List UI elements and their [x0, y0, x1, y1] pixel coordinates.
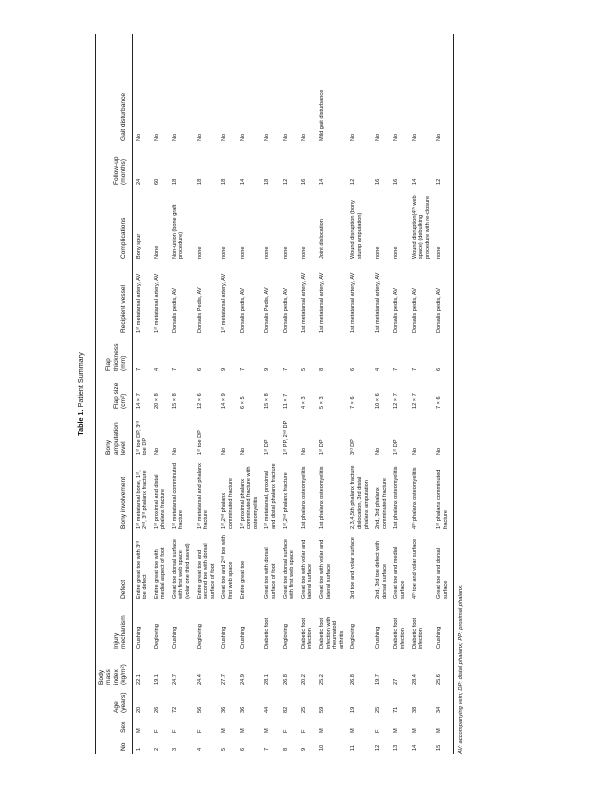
table-cell: 5 × 3 [318, 396, 325, 409]
table-cell: 3ʳᵈ DP [350, 439, 357, 455]
table-cell: 4 [375, 367, 382, 371]
col-header: Injury mechanism [96, 602, 133, 652]
table-cell: 7 [411, 367, 418, 371]
table-cell: No [221, 447, 228, 455]
table-cell: 1ˢᵗ metatarsal artery, AV [221, 273, 228, 333]
col-header: Complications [96, 188, 133, 262]
table-cell: 12 [375, 744, 382, 751]
table-cell: Joint dislocation [318, 219, 325, 259]
table-row [372, 34, 390, 754]
col-header: Gait disturbance [96, 34, 133, 144]
table-cell: 7 × 6 [350, 396, 357, 409]
col-header: Bony involvement [96, 458, 133, 532]
table-cell: F [196, 729, 203, 733]
table-cell: 28.1 [264, 674, 271, 685]
table-cell: 1ˢᵗ DP [264, 439, 271, 455]
table-cell: 15 [433, 736, 454, 754]
table-cell: Diabetic foot infection with rheumatoid arthritis [318, 616, 345, 649]
table-cell: No [171, 447, 178, 455]
table-cell: No [221, 133, 228, 141]
table-cell: 6 [239, 747, 246, 751]
table-cell: Great toe and 2ⁿᵈ toe with first web space [221, 535, 235, 599]
table-cell: Wound disruption(4ᵗʰ web space) (debulking procedure with re-closure [411, 195, 431, 259]
table-cell: 9 [300, 747, 307, 751]
table-cell: 25.6 [433, 652, 454, 688]
table-cell: No [135, 133, 142, 141]
table-cell: Crushing [135, 626, 142, 649]
table-cell: 6 × 5 [239, 396, 246, 409]
table-cell: Non-union (bone graft procedure) [171, 204, 185, 259]
table-cell: 1ˢᵗ DP [318, 439, 325, 455]
table-cell: 14 [411, 178, 418, 185]
table-cell: 14 [318, 178, 325, 185]
table-cell: F [171, 729, 178, 733]
table-cell: 1ˢᵗ metatarsal artery, AV [135, 273, 142, 333]
table-cell: 3rd toe and volar surface [350, 537, 357, 599]
table-cell: 38 [411, 706, 418, 713]
table-cell: 1ˢᵗ,2ⁿᵈ phalanx fracture [282, 472, 289, 529]
table-cell: 26.8 [350, 674, 357, 685]
table-cell: 16 [393, 178, 400, 185]
table-cell: 25.2 [318, 674, 325, 685]
table-cell: 1st phalanx osteomyelitis [300, 466, 307, 529]
table-cell: 12 × 7 [411, 393, 418, 409]
table-cell: 12 × 6 [196, 393, 203, 409]
table-body [132, 34, 454, 754]
table-cell: none [221, 246, 228, 259]
table-caption [76, 34, 85, 754]
table-cell: 6 [196, 367, 203, 371]
table-cell: Diabetic foot infection [411, 617, 425, 649]
table-cell: 20 [135, 706, 142, 713]
table-cell: No [300, 447, 307, 455]
table-cell: 3 [171, 747, 178, 751]
table-cell: 10 [318, 744, 325, 751]
table-cell: 6 [433, 336, 454, 374]
table-cell: Crushing [239, 626, 246, 649]
table-cell: 56 [196, 706, 203, 713]
table-cell: 16 [375, 178, 382, 185]
table-cell: 25 [375, 706, 382, 713]
table-row [316, 34, 347, 754]
table-cell: No [171, 133, 178, 141]
table-caption-text: Patient Summary [76, 352, 85, 408]
table-cell: 15 × 8 [264, 393, 271, 409]
table-cell: F [282, 729, 289, 733]
table-cell: 18 [196, 178, 203, 185]
table-cell: 4 [196, 747, 203, 751]
table-cell: 1ˢᵗ proximal and distal phalanx fracture [153, 474, 167, 529]
table-cell: No [433, 34, 454, 144]
table-caption-label: Table 1. [76, 409, 85, 436]
table-cell: 24.9 [239, 674, 246, 685]
table-cell: Entire great toe with medial aspect of foot [153, 547, 167, 599]
table-cell: 22.1 [135, 674, 142, 685]
table-cell: Crushing [375, 626, 382, 649]
table-row [132, 34, 151, 754]
table-row [169, 34, 194, 754]
table-cell: Entire great toe [239, 560, 246, 599]
table-cell: No [411, 447, 418, 455]
table-cell: 7 [239, 367, 246, 371]
table-cell: 7 [264, 747, 271, 751]
table-cell: Entire great toe and second toe with dorsal surface of foot [196, 543, 216, 599]
table-cell: none [393, 246, 400, 259]
table-cell: Diabetic foot [264, 617, 271, 649]
table-cell: No [239, 447, 246, 455]
table-cell: 7 [171, 367, 178, 371]
table-cell: 6 [350, 367, 357, 371]
table-cell: 12 [282, 178, 289, 185]
col-header: Body mass index (kg/m²) [96, 652, 133, 688]
table-cell: 1ˢᵗ proximal phalanx comminuted fracture with osteomyelitis [239, 466, 259, 529]
table-cell: 1 [135, 747, 142, 751]
table-cell: M [239, 728, 246, 733]
table-cell: Great toe dorsal surface with first web space (volar one third saved) [171, 538, 192, 599]
table-cell: 2nd, 3rd toe defect with dorsal surface [375, 540, 388, 599]
col-header: Flap thickness (mm) [96, 336, 133, 374]
table-cell: 1ˢᵗ phalanx comminuted fracture [433, 458, 454, 532]
table-cell: F [375, 729, 382, 733]
table-cell: M [393, 728, 400, 733]
table-cell: 4 × 3 [300, 396, 307, 409]
table-cell: 7 [393, 367, 400, 371]
table-row [347, 34, 372, 754]
table-cell: M [318, 728, 325, 733]
table-cell: 1ˢᵗ metatarsal bone, 1ˢᵗ, 2ⁿᵈ, 3ʳᵈ phalanx fracture [135, 470, 149, 529]
table-cell: No [282, 133, 289, 141]
table-row [409, 34, 434, 754]
table-cell: 12 [350, 178, 357, 185]
table-cell: Dorsalis pedis, AV [171, 288, 178, 333]
table-cell: 2nd, 3rd phalanx comminuted fracture [375, 478, 388, 529]
table-cell: 1st metatarsal artery, AV [375, 272, 382, 333]
table-cell: 19.1 [153, 674, 160, 685]
table-cell: none [375, 246, 382, 259]
table-cell: none [264, 246, 271, 259]
table-cell: Diabetic foot infection [300, 617, 314, 649]
table-cell: 1ˢᵗ metatarsal artery, AV [153, 273, 160, 333]
table-cell: 7 × 6 [433, 374, 454, 412]
table-cell: Great toe with volar and lateral surface [300, 539, 314, 599]
col-header: Flap size (cm²) [96, 374, 133, 412]
table-cell: 11 × 7 [282, 393, 289, 409]
table-cell: Great toe and dorsal surface [433, 532, 454, 602]
table-cell: No [153, 447, 160, 455]
table-cell: No [375, 133, 382, 141]
table-cell: 14 [239, 178, 246, 185]
table-row [218, 34, 236, 754]
table-cell: Degloving [196, 624, 203, 649]
table-cell: 60 [153, 178, 160, 185]
table-row [390, 34, 408, 754]
table-cell: 7 [282, 367, 289, 371]
table-cell: 24 [135, 178, 142, 185]
table-cell: Diabetic foot infection [393, 617, 406, 649]
table-cell: No [350, 133, 357, 141]
table-cell: F [300, 729, 307, 733]
table-cell: 82 [282, 706, 289, 713]
table-cell: Dorsalis pedis, AV [411, 288, 418, 333]
table-cell: 5 [300, 367, 307, 371]
table-cell: Great toe with volar and lateral surface [318, 539, 332, 599]
table-cell: 25 [300, 706, 307, 713]
table-cell: 1ˢᵗ toe DP, 3ʳᵈ toe DP [135, 421, 149, 455]
table-cell: 20 × 8 [153, 393, 160, 409]
table-row [298, 34, 316, 754]
table-cell: No [153, 133, 160, 141]
table-cell: 36 [221, 706, 228, 713]
table-cell: none [239, 246, 246, 259]
table-cell: 1ˢᵗ metatarsal, proximal and distal phalanx fracture [264, 463, 277, 529]
table-cell: No [433, 412, 454, 458]
table-cell: 14 × 7 [135, 393, 142, 409]
col-header: Follow-up (months) [96, 144, 133, 188]
table-cell: 1ˢᵗ PP, 2ⁿᵈ DP [282, 420, 289, 455]
table-cell: none [196, 246, 203, 259]
table-cell: Degloving [350, 624, 357, 649]
table-cell: 11 [350, 745, 357, 751]
table-cell: 28.4 [411, 674, 418, 685]
table-cell: 26.8 [282, 674, 289, 685]
table-cell: Wound disruption (bony stump amputation) [350, 200, 363, 259]
table-cell: 72 [171, 706, 178, 713]
table-cell: 26 [153, 706, 160, 713]
table-cell: 59 [318, 706, 325, 713]
table-cell: M [135, 728, 142, 733]
table-cell: 12 [433, 144, 454, 188]
table-cell: M [264, 728, 271, 733]
table-cell: Crushing [433, 602, 454, 652]
table-cell: Degloving [282, 624, 289, 649]
table-cell: 24.7 [171, 674, 178, 685]
table-cell: Crushing [221, 626, 228, 649]
table-cell: No [196, 133, 203, 141]
table-cell: Dorsalis pedis, AV [433, 262, 454, 336]
table-cell: 8 [282, 747, 289, 751]
col-header: Recipient vessel [96, 262, 133, 336]
table-cell: 14 × 9 [221, 393, 228, 409]
table-cell: 18 [264, 178, 271, 185]
table-cell: Dorsalis Pedis, AV [264, 287, 271, 333]
table-cell: 34 [433, 688, 454, 716]
table-cell: 9 [221, 367, 228, 371]
table-cell: Dorsalis pedis, AV [393, 288, 400, 333]
table-cell: 13 [393, 744, 400, 751]
table-cell: 2,3,4,5th phalanx fracture dislocation, 3rd distal phalanx amputation [350, 465, 370, 529]
table-cell: 7 [135, 367, 142, 371]
table-cell: 1ˢᵗ DP [393, 439, 400, 455]
table-cell: none [300, 246, 307, 259]
table-cell: Bony spur [135, 233, 142, 259]
table-cell: 14 [411, 744, 418, 751]
table-cell: Crushing [171, 626, 178, 649]
table-cell: 1st metatarsal artery, AV [350, 272, 357, 333]
rotated-table-block [72, 34, 506, 754]
table-row [237, 34, 262, 754]
table-cell: 10 × 6 [375, 393, 382, 409]
table-cell: 15 × 8 [171, 393, 178, 409]
table-cell: 44 [264, 706, 271, 713]
table-cell: 1ˢᵗ toe DP [196, 430, 203, 455]
table-cell: 1ˢᵗ metatarsal and phalanx fracture [196, 463, 210, 529]
table-cell: 4 [153, 367, 160, 371]
table-cell: 24.4 [196, 674, 203, 685]
table-cell: Entire great toe with 3ʳᵈ toe defect [135, 541, 149, 599]
table-row [194, 34, 219, 754]
col-header: Sex [96, 716, 133, 736]
col-header: No [96, 736, 133, 754]
table-cell: 71 [393, 706, 400, 713]
table-cell: 4ᵗʰ phalanx osteomyelitis [411, 467, 418, 529]
table-cell: 1ˢᵗ metatarsal comminuted fracture [171, 463, 185, 529]
table-cell: 9 [264, 367, 271, 371]
table-cell: Great toe dorsal surface with first web space [282, 538, 296, 599]
table-cell: M [411, 728, 418, 733]
table-cell: 1st metatarsal artery, AV [300, 272, 307, 333]
table-cell: None [153, 245, 160, 259]
table-cell: Great toe and medial surface [393, 546, 406, 599]
header-row [96, 34, 133, 754]
table-cell: 1st phalanx osteomyelitis [393, 466, 400, 529]
table-row [280, 34, 298, 754]
table-cell: none [433, 188, 454, 262]
table-cell: Great toe with dorsal surface of foot [264, 547, 277, 599]
col-header: Bony amputation level [96, 412, 133, 458]
table-cell: 4ᵗʰ toe and volar surface [411, 538, 418, 599]
table-cell: Dorsalis pedis, AV [282, 288, 289, 333]
table-cell: Dorsalis pedis, AV [239, 288, 246, 333]
table-row [151, 34, 169, 754]
table-cell: 18 [221, 178, 228, 185]
table-cell: 12 × 7 [393, 393, 400, 409]
table-cell: No [411, 133, 418, 141]
table-row [261, 34, 279, 754]
table-cell: No [239, 133, 246, 141]
table-cell: 36 [239, 706, 246, 713]
table-cell: 20.2 [300, 674, 307, 685]
table-cell: 1st metatarsal artery, AV [318, 272, 325, 333]
table-cell: 18 [171, 178, 178, 185]
table-footnote: AV: accompanying vein; DP: distal phalanx; PP: proximal phalanx. [458, 584, 465, 754]
table-cell: M [350, 728, 357, 733]
table-cell: M [433, 716, 454, 736]
table-cell: 27 [393, 678, 400, 685]
table-cell: 2 [153, 747, 160, 751]
table-cell: No [300, 133, 307, 141]
table-cell: 19 [350, 706, 357, 713]
col-header: Age (years) [96, 688, 133, 716]
table-cell: No [264, 133, 271, 141]
table-cell: 19.7 [375, 674, 382, 685]
col-header: Defect [96, 532, 133, 602]
table-cell: 16 [300, 178, 307, 185]
table-cell: Dorsalis Pedis, AV [196, 287, 203, 333]
table-cell: M [221, 728, 228, 733]
table-cell: No [393, 133, 400, 141]
table-cell: 5 [221, 747, 228, 751]
table-cell: Mild gait disturbance [318, 89, 325, 141]
table-row [433, 34, 454, 754]
table-cell: none [282, 246, 289, 259]
patient-summary-table [95, 34, 454, 754]
table-cell: 1ˢᵗ,2ⁿᵈ phalanx comminuted fracture [221, 478, 235, 529]
table-cell: F [153, 729, 160, 733]
table-cell: 8 [318, 367, 325, 371]
table-cell: 27.7 [221, 674, 228, 685]
table-cell: Degloving [153, 624, 160, 649]
table-cell: No [375, 447, 382, 455]
table-cell: 1st phalanx osteomyelitis [318, 466, 325, 529]
